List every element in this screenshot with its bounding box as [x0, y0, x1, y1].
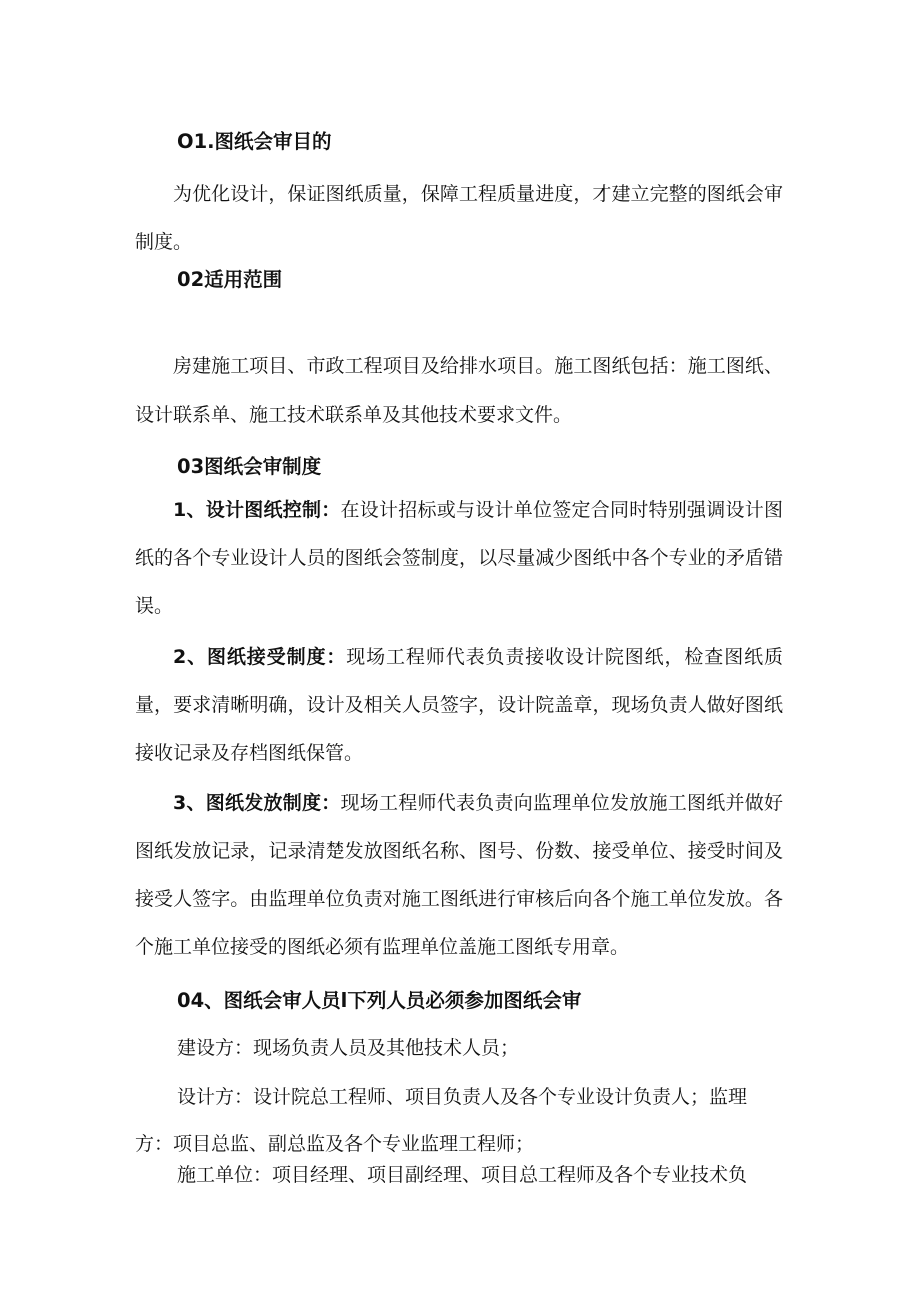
section-1-title: O1.图纸会审目的	[177, 130, 332, 153]
participant-line-supervisor: 方：项目总监、副总监及各个专业监理工程师；	[135, 1133, 535, 1155]
rule-item-3	[135, 779, 783, 971]
participant-line-designer: 设计方：设计院总工程师、项目负责人及各个专业设计负责人；监理	[177, 1086, 748, 1108]
section-1-body: 为优化设计，保证图纸质量，保障工程质量进度，才建立完整的图纸会审制度。	[135, 183, 783, 253]
section-2-title: 02适用范围	[177, 268, 283, 291]
rule-item-3-lead: 3、图纸发放制度：	[173, 792, 341, 814]
section-2-body: 房建施工项目、市政工程项目及给排水项目。施工图纸包括：施工图纸、设计联系单、施工技术联系单及其他技术要求文件。	[135, 355, 783, 426]
rule-item-2-lead: 2、图纸接受制度：	[173, 646, 347, 668]
participant-line-contractor: 施工单位：项目经理、项目副经理、项目总工程师及各个专业技术负	[177, 1164, 748, 1186]
rule-item-2-text: 现场工程师代表负责接收设计院图纸，检查图纸质量，要求清晰明确，设计及相关人员签字，设计院盖章，现场负责人做好图纸接收记录及存档图纸保管。	[135, 646, 783, 764]
rule-item-2	[135, 633, 783, 777]
rule-item-1	[135, 486, 783, 630]
rule-item-1-lead: 1、设计图纸控制：	[173, 499, 341, 521]
rule-item-3-text: 现场工程师代表负责向监理单位发放施工图纸并做好图纸发放记录，记录清楚发放图纸名称、图号、份数、接受单位、接受时间及接受人签字。由监理单位负责对施工图纸进行审核后向各个施工单位发放。各个施工单位接受的图纸必须有监理单位盖施工图纸专用章。	[135, 792, 783, 958]
section-3-title: 03图纸会审制度	[177, 455, 322, 478]
rule-item-1-text: 在设计招标或与设计单位签定合同时特别强调设计图纸的各个专业设计人员的图纸会签制度，以尽量减少图纸中各个专业的矛盾错误。	[135, 499, 783, 617]
participant-line-owner: 建设方：现场负责人员及其他技术人员；	[177, 1037, 520, 1059]
section-4-title: 04、图纸会审人员l下列人员必须参加图纸会审	[177, 989, 582, 1012]
